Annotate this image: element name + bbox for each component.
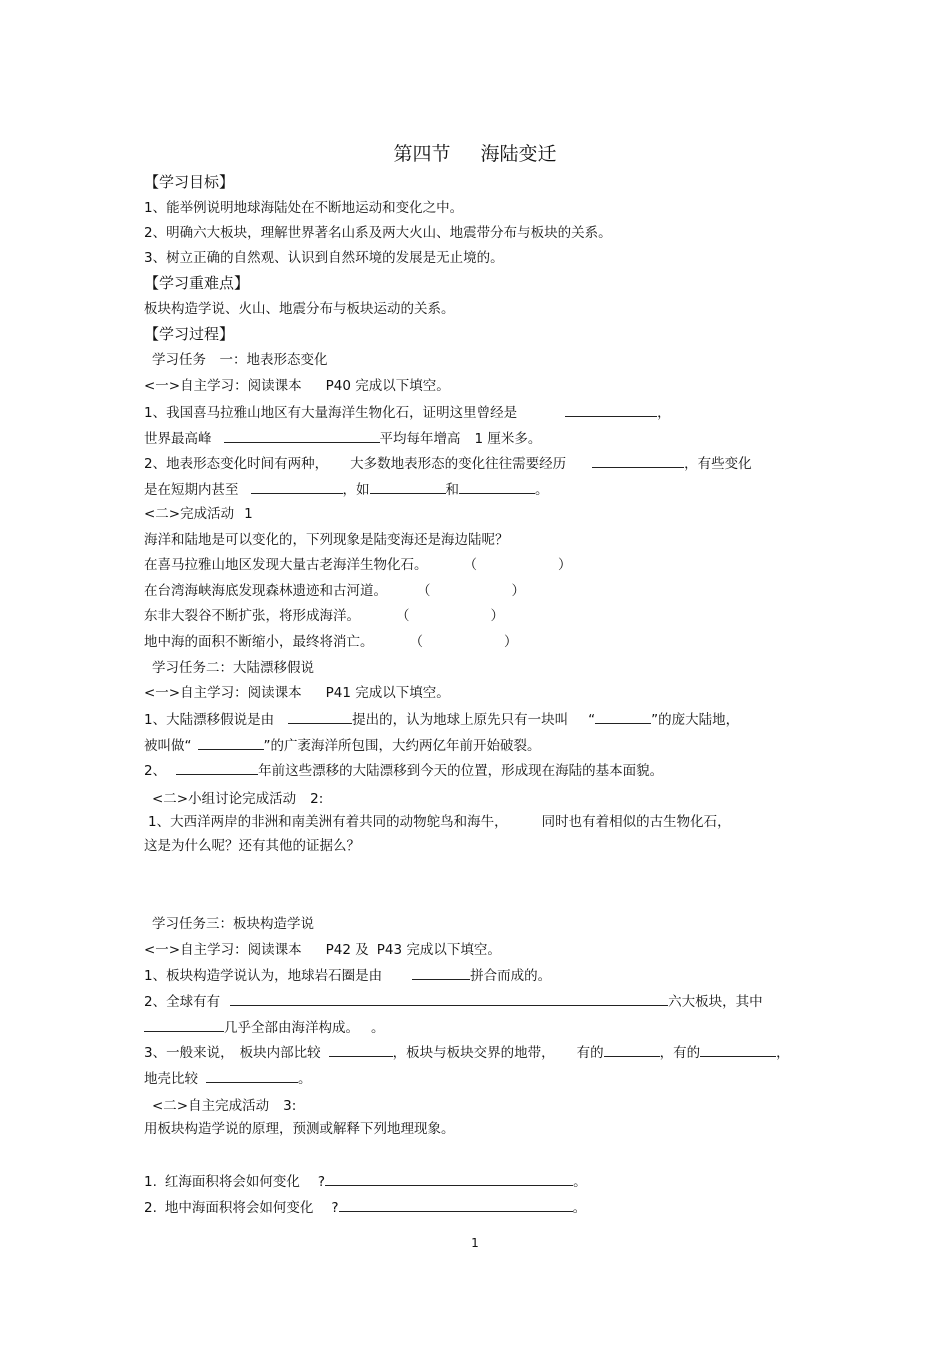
- task3-self-study: <一>自主学习：阅读课本 P42 及 P43 完成以下填空。: [144, 942, 501, 958]
- answer-blank[interactable]: [339, 1197, 573, 1212]
- answer-blank[interactable]: [329, 1042, 393, 1057]
- goal-2: 2、明确六大板块，理解世界著名山系及两大火山、地震带分布与板块的关系。: [144, 225, 612, 241]
- task1-activity-question: 海洋和陆地是可以变化的，下列现象是陆变海还是海边陆呢？: [144, 532, 509, 548]
- task3-question-1: 1. 红海面积将会如何变化 ? 。: [144, 1171, 587, 1192]
- task3-activity: <二>自主完成活动 3:: [152, 1098, 297, 1114]
- section-process: 【学习过程】: [144, 325, 235, 343]
- answer-blank[interactable]: [206, 1068, 298, 1083]
- task1-item-3: 东非大裂谷不断扩张，将形成海洋。 （ ）: [144, 608, 504, 624]
- task3-q3-line1: 3、一般来说， 板块内部比较 ，板块与板块交界的地带， 有的 ，有的 ，: [144, 1042, 790, 1063]
- task2-title: 学习任务二：大陆漂移假说: [152, 660, 314, 676]
- task1-q1-line1: 1、我国喜马拉雅山地区有大量海洋生物化石，证明这里曾经是 ，: [144, 402, 671, 423]
- task3-q2-line1: 2、全球有有 六大板块，其中: [144, 991, 763, 1012]
- page-title: [0, 142, 950, 166]
- task1-q2-line1: 2、地表形态变化时间有两种， 大多数地表形态的变化往往需要经历 ，有些变化: [144, 453, 752, 474]
- goal-3: 3、树立正确的自然观、认识到自然环境的发展是无止境的。: [144, 250, 504, 266]
- answer-blank[interactable]: [224, 428, 380, 443]
- key-points-text: 板块构造学说、火山、地震分布与板块运动的关系。: [144, 301, 455, 317]
- goal-1: 1、能举例说明地球海陆处在不断地运动和变化之中。: [144, 200, 464, 216]
- answer-blank[interactable]: [604, 1042, 660, 1057]
- task3-q3-line2: 地壳比较 。: [144, 1068, 312, 1089]
- task2-discussion-line1: 1、大西洋两岸的非洲和南美洲有着共同的动物鸵鸟和海牛， 同时也有着相似的古生物化石，: [148, 814, 731, 830]
- task1-item-4: 地中海的面积不断缩小，最终将消亡。 （ ）: [144, 634, 518, 650]
- task3-instruction: 用板块构造学说的原理，预测或解释下列地理现象。: [144, 1121, 455, 1137]
- answer-blank[interactable]: [592, 453, 684, 468]
- answer-blank[interactable]: [370, 479, 446, 494]
- task1-q2-line2: 是在短期内甚至 ，如 和 。: [144, 479, 549, 500]
- answer-blank[interactable]: [459, 479, 535, 494]
- task2-activity: <二>小组讨论完成活动 2:: [152, 791, 324, 807]
- task3-q2-line2: 几乎全部由海洋构成。 。: [144, 1017, 385, 1038]
- task1-title: 学习任务 一：地表形态变化: [152, 352, 328, 368]
- answer-blank[interactable]: [176, 760, 258, 775]
- task1-self-study: <一>自主学习：阅读课本 P40 完成以下填空。: [144, 378, 450, 394]
- task2-q1-line1: 1、大陆漂移假说是由 提出的，认为地球上原先只有一块叫 “ ”的庞大陆地，: [144, 709, 739, 730]
- task2-q2: 2、 年前这些漂移的大陆漂移到今天的位置，形成现在海陆的基本面貌。: [144, 760, 663, 781]
- task1-item-2: 在台湾海峡海底发现森林遗迹和古河道。 （ ）: [144, 583, 525, 599]
- answer-blank[interactable]: [565, 402, 657, 417]
- task2-discussion-line2: 这是为什么呢？还有其他的证据么？: [144, 838, 360, 854]
- task3-q1: 1、板块构造学说认为，地球岩石圈是由 拼合而成的。: [144, 965, 551, 986]
- task3-question-2: 2. 地中海面积将会如何变化 ? 。: [144, 1197, 586, 1218]
- answer-blank[interactable]: [288, 709, 352, 724]
- section-key-points: 【学习重难点】: [144, 274, 250, 292]
- task1-q1-line2: 世界最高峰 平均每年增高 1 厘米多。: [144, 428, 541, 449]
- answer-blank[interactable]: [325, 1171, 573, 1186]
- answer-blank[interactable]: [144, 1017, 224, 1032]
- answer-blank[interactable]: [412, 965, 470, 980]
- task1-activity: <二>完成活动 1: [144, 506, 253, 522]
- task2-q1-line2: 被叫做“ ”的广袤海洋所包围，大约两亿年前开始破裂。: [144, 735, 541, 756]
- title-part2: 海陆变迁: [480, 143, 557, 165]
- task3-title: 学习任务三：板块构造学说: [152, 916, 314, 932]
- answer-blank[interactable]: [251, 479, 343, 494]
- answer-blank[interactable]: [230, 991, 668, 1006]
- title-part1: 第四节: [393, 143, 451, 165]
- answer-blank[interactable]: [198, 735, 264, 750]
- section-goals: 【学习目标】: [144, 173, 235, 191]
- page-number: 1: [471, 1236, 479, 1250]
- task2-self-study: <一>自主学习：阅读课本 P41 完成以下填空。: [144, 685, 450, 701]
- answer-blank[interactable]: [700, 1042, 776, 1057]
- task1-item-1: 在喜马拉雅山地区发现大量古老海洋生物化石。 （ ）: [144, 557, 572, 573]
- answer-blank[interactable]: [595, 709, 651, 724]
